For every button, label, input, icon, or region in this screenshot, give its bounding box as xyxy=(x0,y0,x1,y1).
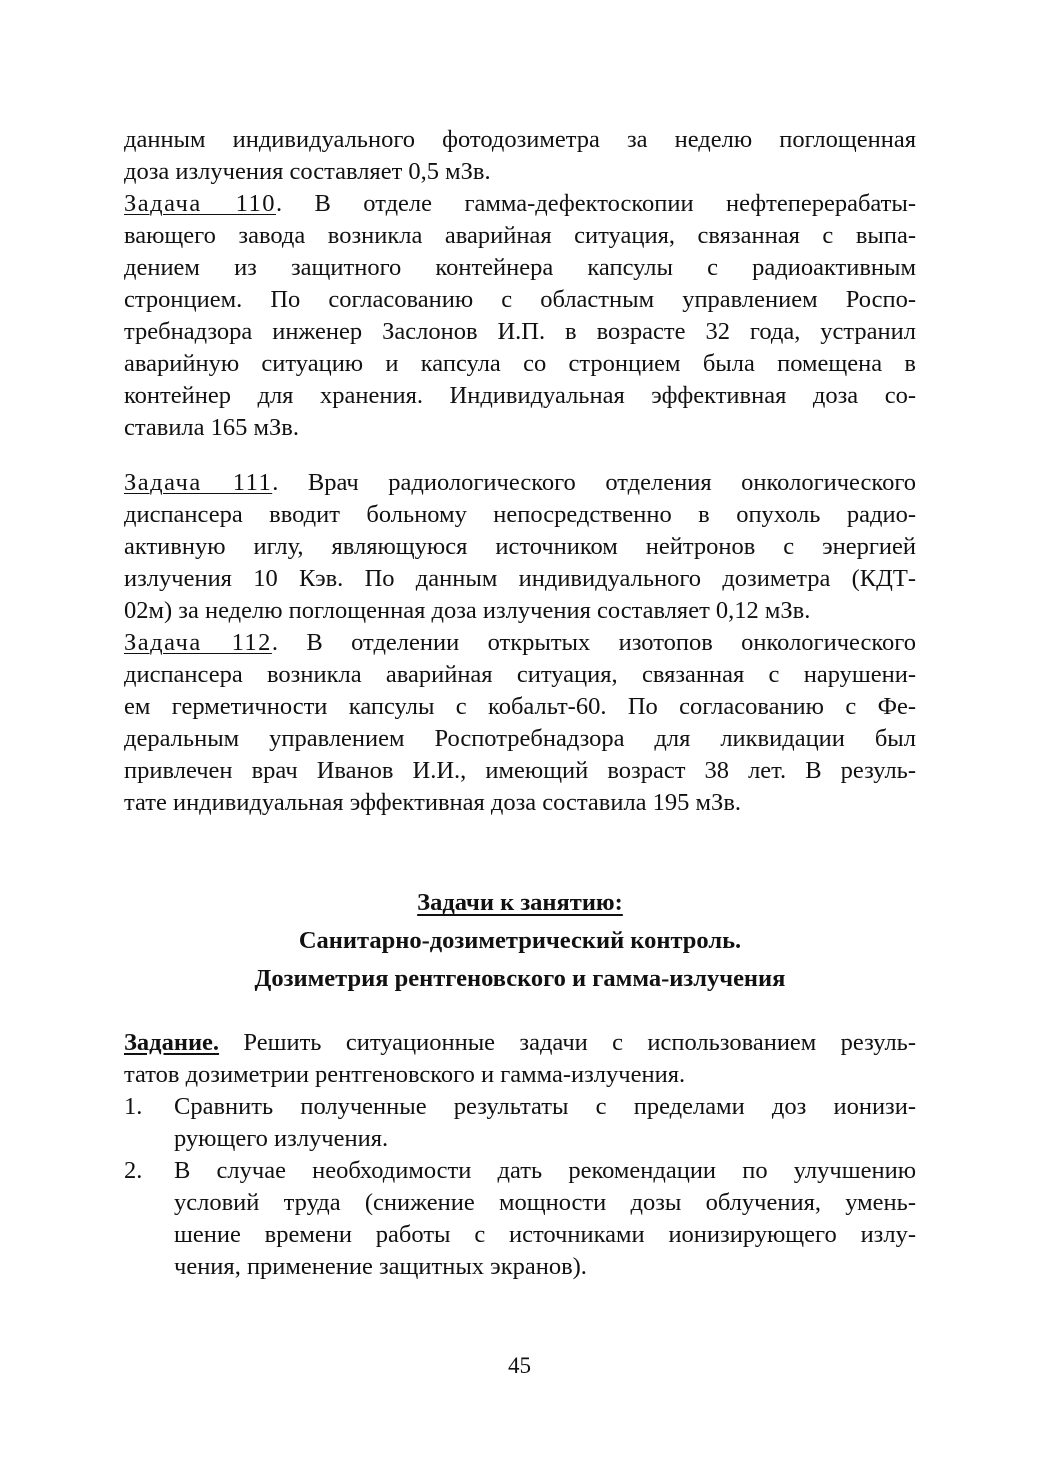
text-block-task-110 xyxy=(124,124,916,444)
task-110-label: Задача 110 xyxy=(124,190,276,217)
paragraph-line: диспансера вводит больному непосредственно в опухоль радио- xyxy=(124,501,916,528)
heading-subtitle: Санитарно-дозиметрический контроль. xyxy=(298,927,742,954)
list-item xyxy=(124,1155,916,1283)
assignment-first-line xyxy=(124,1027,916,1059)
heading-subtitle-2: Дозиметрия рентгеновского и гамма-излучения xyxy=(254,965,786,992)
task-112-label: Задача 112 xyxy=(124,629,272,656)
task-110-first-line xyxy=(124,188,916,220)
paragraph-text: . В отделении открытых изотопов онкологического xyxy=(271,629,916,656)
paragraph-line: доза излучения составляет 0,5 мЗв. xyxy=(124,158,491,185)
paragraph-text: . Врач радиологического отделения онкологического xyxy=(272,469,917,496)
assignment-label: Задание. xyxy=(124,1029,220,1056)
paragraph-line: требнадзора инженер Заслонов И.П. в возрасте 32 года, устранил xyxy=(124,318,916,345)
paragraph-line: ем герметичности капсулы с кобальт-60. По согласованию с Фе- xyxy=(124,693,916,720)
list-item-line: Сравнить полученные результаты с пределами доз ионизи- xyxy=(174,1093,916,1120)
heading-title xyxy=(124,884,916,922)
section-heading xyxy=(124,884,916,998)
paragraph-line: деральным управлением Роспотребнадзора для ликвидации был xyxy=(124,725,916,752)
list-item-number: 1. xyxy=(124,1093,143,1120)
paragraph-line: данным индивидуального фотодозиметра за неделю поглощенная xyxy=(124,126,916,153)
list-item-line: чения, применение защитных экранов). xyxy=(174,1253,587,1280)
paragraph-line: стронцием. По согласованию с областным управлением Роспо- xyxy=(124,286,916,313)
paragraph-line: диспансера возникла аварийная ситуация, связанная с нарушени- xyxy=(124,661,916,688)
paragraph-line: тате индивидуальная эффективная доза составила 195 мЗв. xyxy=(124,789,742,816)
task-111-label: Задача 111 xyxy=(124,469,273,496)
heading-title-text: Задачи к занятию: xyxy=(417,889,623,916)
paragraph-text: Решить ситуационные задачи с использованием резуль- xyxy=(219,1029,916,1056)
paragraph-line: аварийную ситуацию и капсула со стронцием была помещена в xyxy=(124,350,916,377)
text-block-tasks-111-112 xyxy=(124,467,916,819)
list-item-line: В случае необходимости дать рекомендации по улучшению xyxy=(174,1157,916,1184)
list-item-line: рующего излучения. xyxy=(174,1125,389,1152)
list-item-line: шение времени работы с источниками ионизирующего излу- xyxy=(174,1221,916,1248)
paragraph-line: татов дозиметрии рентгеновского и гамма-излучения. xyxy=(124,1061,686,1088)
paragraph-line: вающего завода возникла аварийная ситуация, связанная с выпа- xyxy=(124,222,916,249)
paragraph-line: дением из защитного контейнера капсулы с радиоактивным xyxy=(124,254,916,281)
assignment-block xyxy=(124,1027,916,1283)
task-112-first-line xyxy=(124,627,916,659)
paragraph-line: 02м) за неделю поглощенная доза излучения составляет 0,12 мЗв. xyxy=(124,597,811,624)
page-number: 45 xyxy=(508,1353,531,1378)
list-item xyxy=(124,1091,916,1155)
paragraph-line: активную иглу, являющуюся источником нейтронов с энергией xyxy=(124,533,916,560)
paragraph-text: . В отделе гамма-дефектоскопии нефтеперерабаты- xyxy=(275,190,916,217)
paragraph-line: ставила 165 мЗв. xyxy=(124,414,300,441)
paragraph-line: контейнер для хранения. Индивидуальная эффективная доза со- xyxy=(124,382,916,409)
list-item-number: 2. xyxy=(124,1157,143,1184)
task-111-first-line xyxy=(124,467,916,499)
paragraph-line: привлечен врач Иванов И.И., имеющий возраст 38 лет. В резуль- xyxy=(124,757,916,784)
list-item-line: условий труда (снижение мощности дозы облучения, умень- xyxy=(174,1189,916,1216)
paragraph-line: излучения 10 Кэв. По данным индивидуального дозиметра (КДТ- xyxy=(124,565,916,592)
